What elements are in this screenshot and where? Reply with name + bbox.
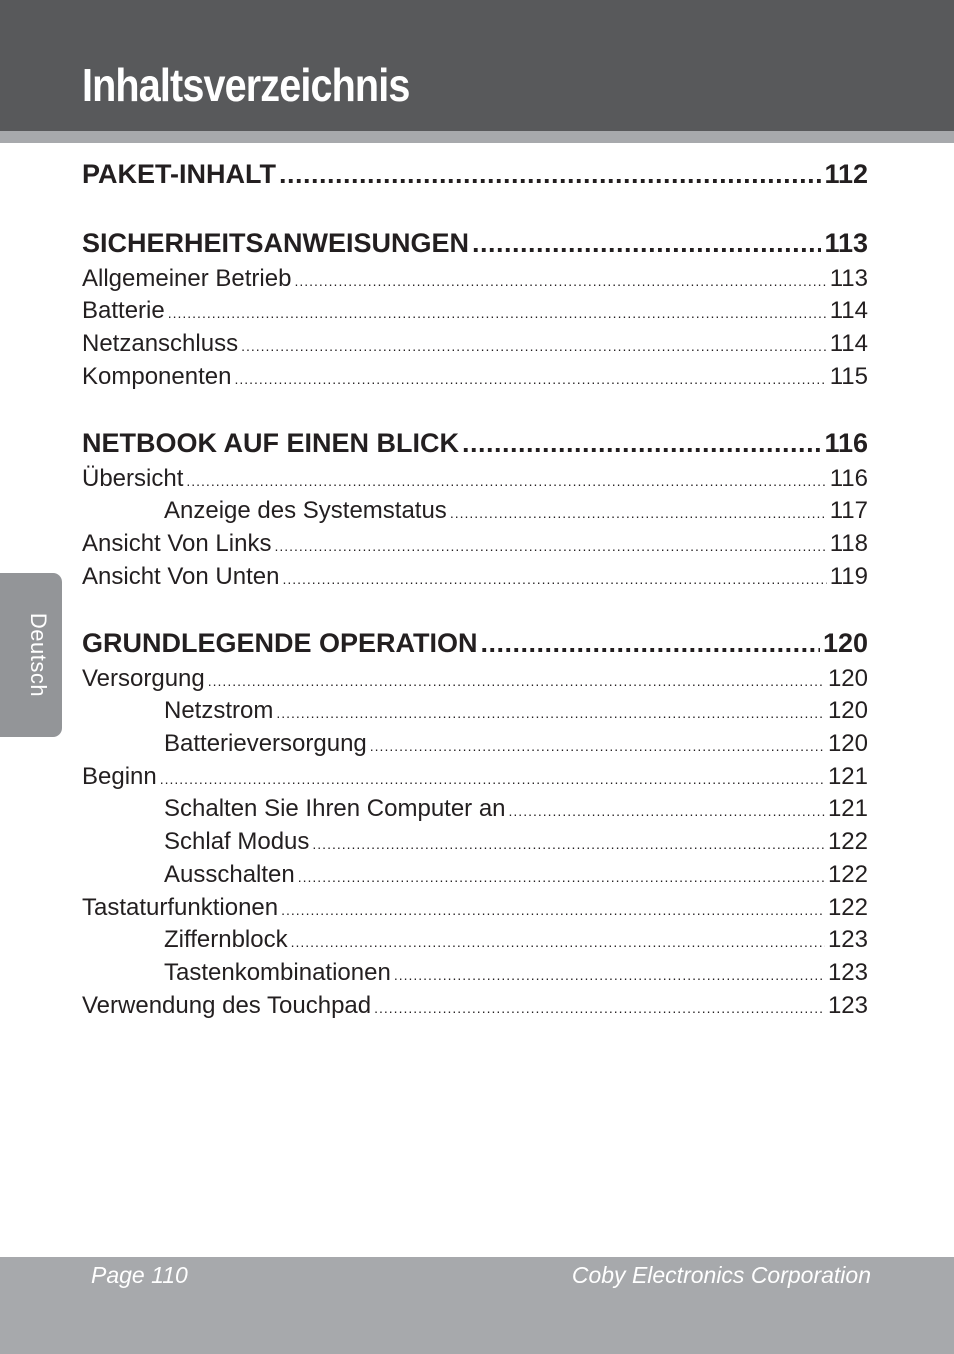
toc-entry-page: 119 <box>829 563 868 590</box>
toc-section-netbook-auf-einen-blick[interactable] <box>82 428 868 464</box>
toc-entry-title: Allgemeiner Betrieb <box>82 265 292 292</box>
toc-entry-title: GRUNDLEGENDE OPERATION <box>82 628 478 658</box>
toc-entry-page: 114 <box>829 297 868 324</box>
toc-section-sicherheitsanweisungen[interactable] <box>82 228 868 264</box>
toc-entry-ansicht-von-unten[interactable] <box>82 563 868 593</box>
dot-leader <box>298 869 825 885</box>
toc-entry-batterieversorgung[interactable] <box>82 730 868 760</box>
dot-leader <box>462 428 821 459</box>
toc-entry-title: Komponenten <box>82 363 232 390</box>
toc-entry-page: 123 <box>827 992 868 1019</box>
toc-entry-uebersicht[interactable] <box>82 465 868 495</box>
dot-leader <box>374 1000 825 1016</box>
dot-leader <box>241 338 827 354</box>
toc-entry-tastenkombinationen[interactable] <box>82 959 868 989</box>
toc-entry-netzstrom[interactable] <box>82 697 868 727</box>
toc-entry-title: SICHERHEITSANWEISUNGEN <box>82 228 470 258</box>
toc-entry-tastaturfunktionen[interactable] <box>82 894 868 924</box>
dot-leader <box>472 228 821 259</box>
dot-leader <box>234 371 826 387</box>
toc-entry-batterie[interactable] <box>82 297 868 327</box>
dot-leader <box>279 159 821 190</box>
toc-entry-title: Batterieversorgung <box>164 730 367 757</box>
toc-entry-title: Übersicht <box>82 465 184 492</box>
toc-entry-page: 120 <box>822 628 868 658</box>
toc-entry-title: Schlaf Modus <box>164 828 310 855</box>
dot-leader <box>450 505 827 521</box>
dot-leader <box>274 538 826 554</box>
toc-entry-page: 118 <box>829 530 868 557</box>
toc-entry-page: 122 <box>827 828 868 855</box>
toc-entry-versorgung[interactable] <box>82 665 868 695</box>
toc-entry-page: 123 <box>827 959 868 986</box>
toc-entry-title: Beginn <box>82 763 157 790</box>
toc-entry-page: 120 <box>827 697 868 724</box>
toc-entry-title: Ansicht Von Unten <box>82 563 280 590</box>
toc-entry-title: Versorgung <box>82 665 205 692</box>
footer-company-name: Coby Electronics Corporation <box>571 1262 871 1288</box>
dot-leader <box>294 273 826 289</box>
toc-entry-title: Ausschalten <box>164 861 295 888</box>
toc-section-paket-inhalt[interactable] <box>82 159 868 195</box>
header-stripe <box>0 131 954 143</box>
toc-entry-netzanschluss[interactable] <box>82 330 868 360</box>
dot-leader <box>281 902 825 918</box>
toc-entry-allgemeiner-betrieb[interactable] <box>82 265 868 295</box>
toc-entry-ziffernblock[interactable] <box>82 926 868 956</box>
toc-section-grundlegende-operation[interactable] <box>82 628 868 664</box>
dot-leader <box>370 738 825 754</box>
page-title: Inhaltsverzeichnis <box>82 59 410 111</box>
toc-entry-schlaf-modus[interactable] <box>82 828 868 858</box>
toc-entry-title: Verwendung des Touchpad <box>82 992 372 1019</box>
toc-entry-title: Anzeige des Systemstatus <box>164 497 447 524</box>
toc-entry-title: PAKET-INHALT <box>82 159 276 189</box>
toc-entry-page: 113 <box>824 228 868 258</box>
toc-entry-komponenten[interactable] <box>82 363 868 393</box>
toc-entry-title: Tastenkombinationen <box>164 959 391 986</box>
toc-entry-page: 123 <box>827 926 868 953</box>
toc-entry-page: 112 <box>824 159 868 189</box>
toc-entry-page: 115 <box>829 363 868 390</box>
toc-entry-title: Ziffernblock <box>164 926 288 953</box>
toc-entry-title: Ansicht Von Links <box>82 530 272 557</box>
dot-leader <box>509 803 825 819</box>
footer-page-number: Page 110 <box>91 1262 188 1288</box>
dot-leader <box>160 771 825 787</box>
toc-entry-ausschalten[interactable] <box>82 861 868 891</box>
toc-entry-title: Schalten Sie Ihren Computer an <box>164 795 506 822</box>
toc-entry-anzeige-des-systemstatus[interactable] <box>82 497 868 527</box>
toc-entry-title: Netzstrom <box>164 697 274 724</box>
toc-entry-page: 122 <box>827 861 868 888</box>
toc-entry-schalten-sie-ihren-computer-an[interactable] <box>82 795 868 825</box>
dot-leader <box>312 836 825 852</box>
toc-entry-title: Batterie <box>82 297 165 324</box>
toc-entry-page: 121 <box>827 763 868 790</box>
toc-entry-title: Tastaturfunktionen <box>82 894 279 921</box>
toc-entry-beginn[interactable] <box>82 763 868 793</box>
dot-leader <box>168 305 827 321</box>
toc-entry-page: 117 <box>829 497 868 524</box>
toc-entry-page: 116 <box>829 465 868 492</box>
dot-leader <box>208 673 825 689</box>
toc-entry-ansicht-von-links[interactable] <box>82 530 868 560</box>
dot-leader <box>481 628 820 659</box>
toc-entry-page: 120 <box>827 730 868 757</box>
language-tab-label: Deutsch <box>26 612 51 698</box>
toc-entry-title: NETBOOK AUF EINEN BLICK <box>82 428 459 458</box>
toc-entry-page: 114 <box>829 330 868 357</box>
toc-entry-page: 120 <box>827 665 868 692</box>
dot-leader <box>276 705 825 721</box>
dot-leader <box>282 571 826 587</box>
toc-entry-page: 116 <box>824 428 868 458</box>
toc-entry-verwendung-des-touchpad[interactable] <box>82 992 868 1022</box>
toc-entry-title: Netzanschluss <box>82 330 239 357</box>
toc-entry-page: 121 <box>827 795 868 822</box>
toc-entry-page: 113 <box>829 265 868 292</box>
dot-leader <box>186 473 826 489</box>
dot-leader <box>291 934 825 950</box>
dot-leader <box>394 967 825 983</box>
toc-entry-page: 122 <box>827 894 868 921</box>
